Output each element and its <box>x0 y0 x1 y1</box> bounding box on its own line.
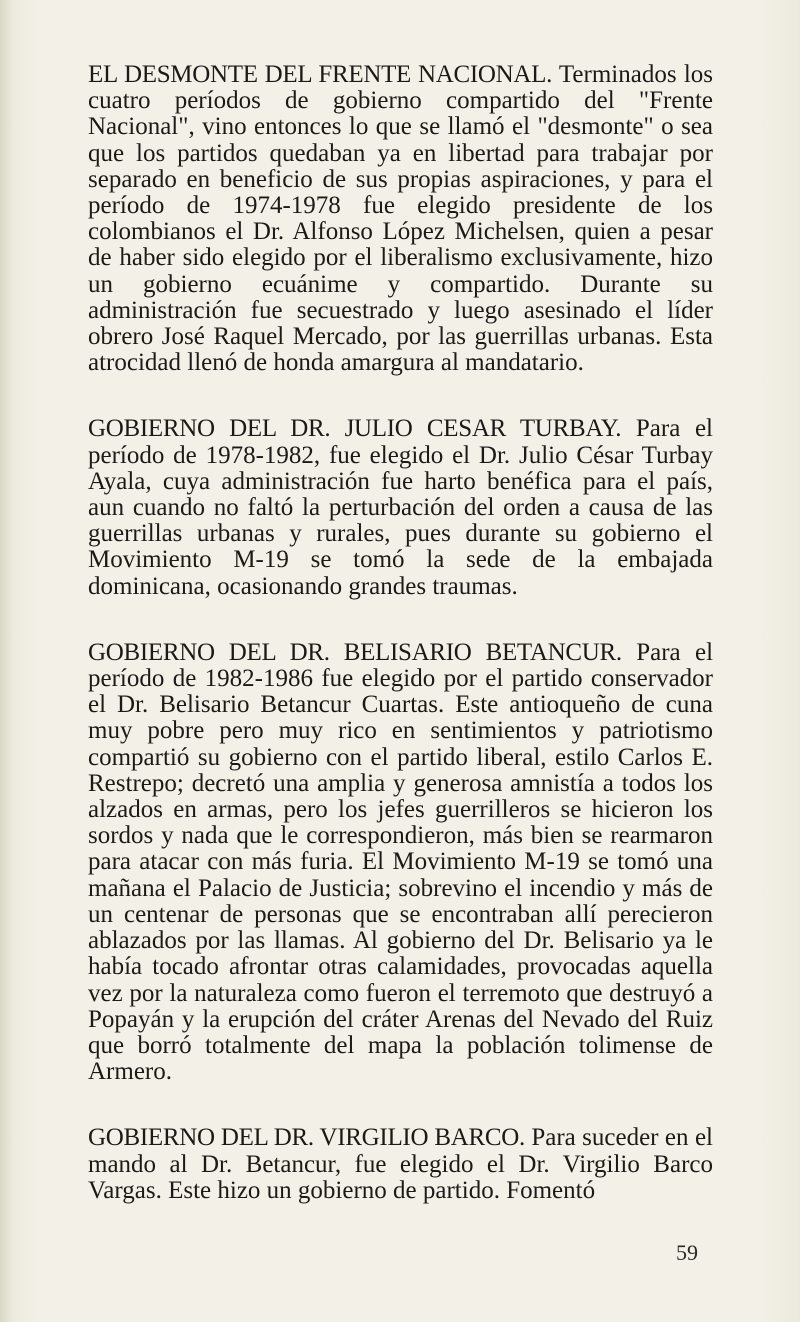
paragraph-barco <box>88 1125 713 1204</box>
section-heading: GOBIERNO DEL DR. JULIO CESAR TURBAY. <box>88 415 622 443</box>
paragraph-turbay <box>88 416 713 599</box>
paragraph-text: Para suceder en el mando al Dr. Betancur, fue elegido el Dr. Virgilio Barco Vargas. Este hizo un gobierno de partido. Fomentó <box>88 1124 713 1204</box>
paragraph-desmonte <box>88 62 713 376</box>
paragraph-text: Para el período de 1978-1982, fue elegido el Dr. Julio César Turbay Ayala, cuya administración fue harto benéfica para el país, aun cuando no faltó la perturbación del orden a causa de las guerrillas urbanas y rurales, pues durante su gobierno el Movimiento M-19 se tomó la sede de la embajada dominicana, ocasionando grandes traumas. <box>88 415 714 600</box>
paragraph-betancur <box>88 640 713 1085</box>
paragraph-text: Terminados los cuatro períodos de gobierno compartido del "Frente Nacional", vino entonces lo que se llamó el "desmonte" o sea que los partidos quedaban ya en libertad para trabajar por separado en beneficio de sus propias aspiraciones, y para el período de 1974-1978 fue elegido presidente de los colombianos el Dr. Alfonso López Michelsen, quien a pesar de haber sido elegido por el liberalismo exclusivamente, hizo un gobierno ecuánime y compartido. Durante su administración fue secuestrado y luego asesinado el líder obrero José Raquel Mercado, por las guerrillas urbanas. Esta atrocidad llenó de honda amargura al mandatario. <box>88 61 713 377</box>
section-heading: EL DESMONTE DEL FRENTE NACIONAL. <box>88 61 553 88</box>
section-heading: GOBIERNO DEL DR. VIRGILIO BARCO. <box>88 1124 525 1152</box>
paragraph-text: Para el período de 1982-1986 fue elegido por el partido conservador el Dr. Belisario Betancur Cuartas. Este antioqueño de cuna muy pobre pero muy rico en sentimientos y patriotismo compartió su gobierno con el partido liberal, estilo Carlos E. Restrepo; decretó una amplia y generosa amnistía a todos los alzados en armas, pero los jefes guerrilleros se hicieron los sordos y nada que le correspondieron, más bien se rearmaron para atacar con más furia. El Movimiento M-19 se tomó una mañana el Palacio de Justicia; sobrevino el incendio y más de un centenar de personas que se encontraban allí perecieron ablazados por las llamas. Al gobierno del Dr. Belisario ya le había tocado afrontar otras calamidades, provocadas aquella vez por la naturaleza como fueron el terremoto que destruyó a Popayán y la erupción del cráter Arenas del Nevado del Ruiz que borró totalmente del mapa la población tolimense de Armero. <box>88 638 714 1086</box>
page-number: 59 <box>676 1240 698 1265</box>
section-heading: GOBIERNO DEL DR. BELISARIO BETANCUR. <box>88 638 622 666</box>
page-body <box>88 62 713 1204</box>
